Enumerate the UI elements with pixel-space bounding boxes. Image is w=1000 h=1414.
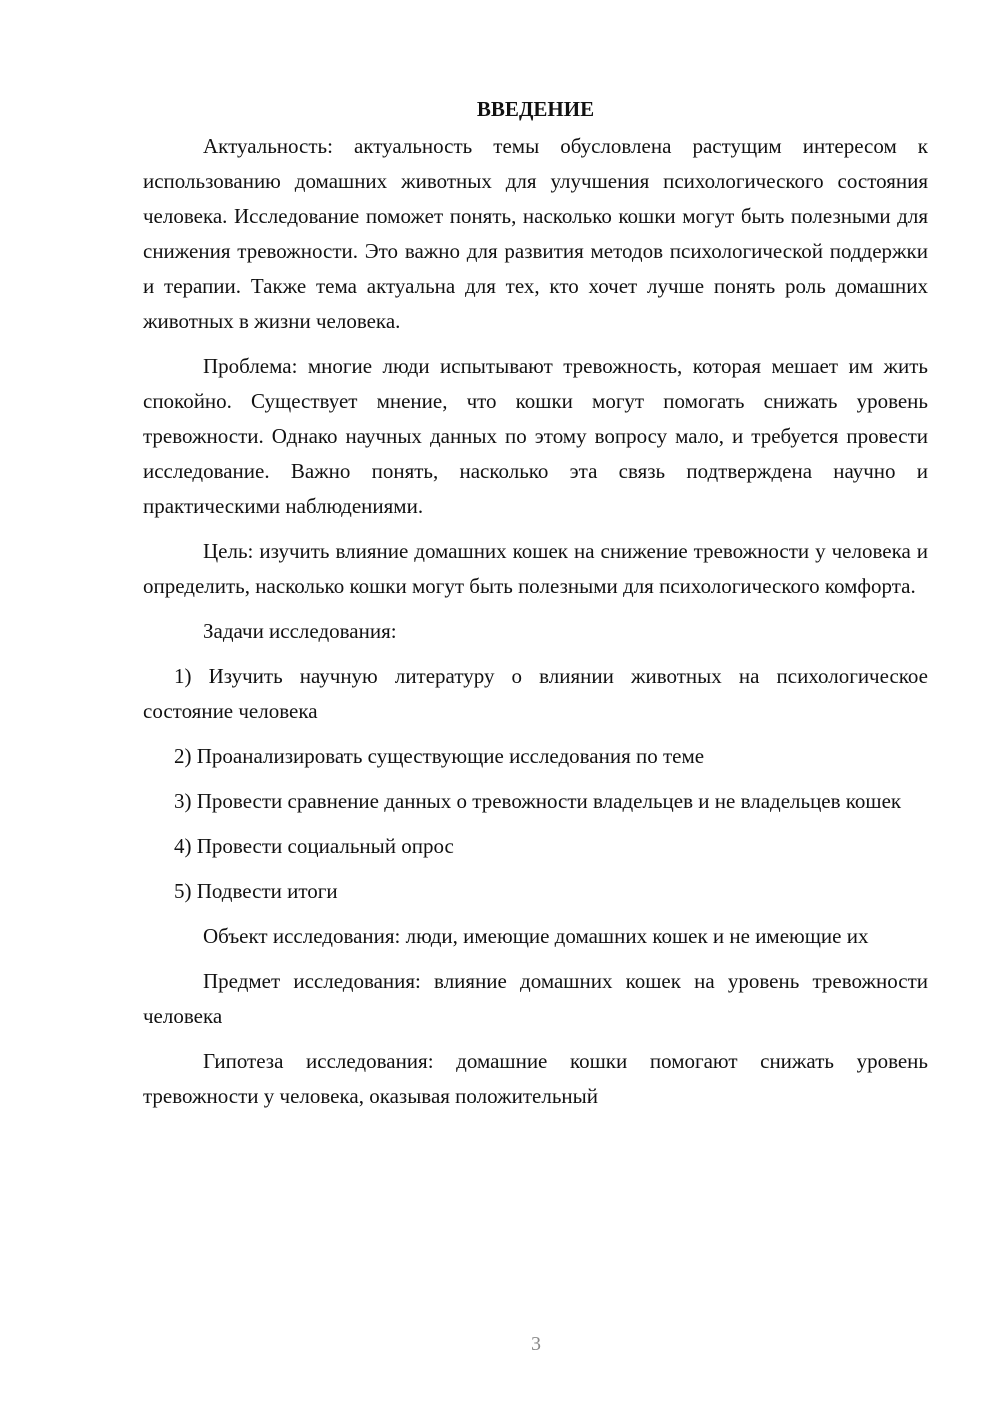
hypothesis-paragraph: Гипотеза исследования: домашние кошки помогают снижать уровень тревожности у человека, оказывая положительный: [143, 1049, 928, 1108]
tasks-title: Задачи исследования:: [203, 619, 397, 643]
document-body: [143, 92, 928, 1124]
relevance-paragraph: Актуальность: актуальность темы обусловлена растущим интересом к использованию домашних животных для улучшения психологического состояния человека. Исследование поможет понять, насколько кошки могут быть полезными для снижения тревожности. Это важно для развития методов психологической поддержки и терапии. Также тема актуальна для тех, кто хочет лучше понять роль домашних животных в жизни человека.: [143, 134, 928, 333]
page-title: ВВЕДЕНИЕ: [476, 97, 595, 121]
goal-paragraph: Цель: изучить влияние домашних кошек на снижение тревожности у человека и определить, насколько кошки могут быть полезными для психологического комфорта.: [143, 539, 928, 598]
problem-paragraph: Проблема: многие люди испытывают тревожность, которая мешает им жить спокойно. Существует мнение, что кошки могут помогать снижать уровень тревожности. Однако научных данных по этому вопросу мало, и требуется провести исследование. Важно понять, насколько эта связь подтверждена научно и практическими наблюдениями.: [143, 354, 928, 518]
task-item-5: 5) Подвести итоги: [174, 879, 338, 903]
task-item-1: 1) Изучить научную литературу о влиянии животных на психологическое состояние человека: [143, 664, 928, 723]
task-item-3: 3) Провести сравнение данных о тревожности владельцев и не владельцев кошек: [174, 789, 902, 813]
task-item-4: 4) Провести социальный опрос: [174, 834, 454, 858]
task-item-2: 2) Проанализировать существующие исследования по теме: [174, 744, 705, 768]
object-paragraph: Объект исследования: люди, имеющие домашних кошек и не имеющие их: [203, 924, 869, 948]
page-number: 3: [531, 1333, 541, 1355]
subject-paragraph: Предмет исследования: влияние домашних кошек на уровень тревожности человека: [143, 969, 928, 1028]
